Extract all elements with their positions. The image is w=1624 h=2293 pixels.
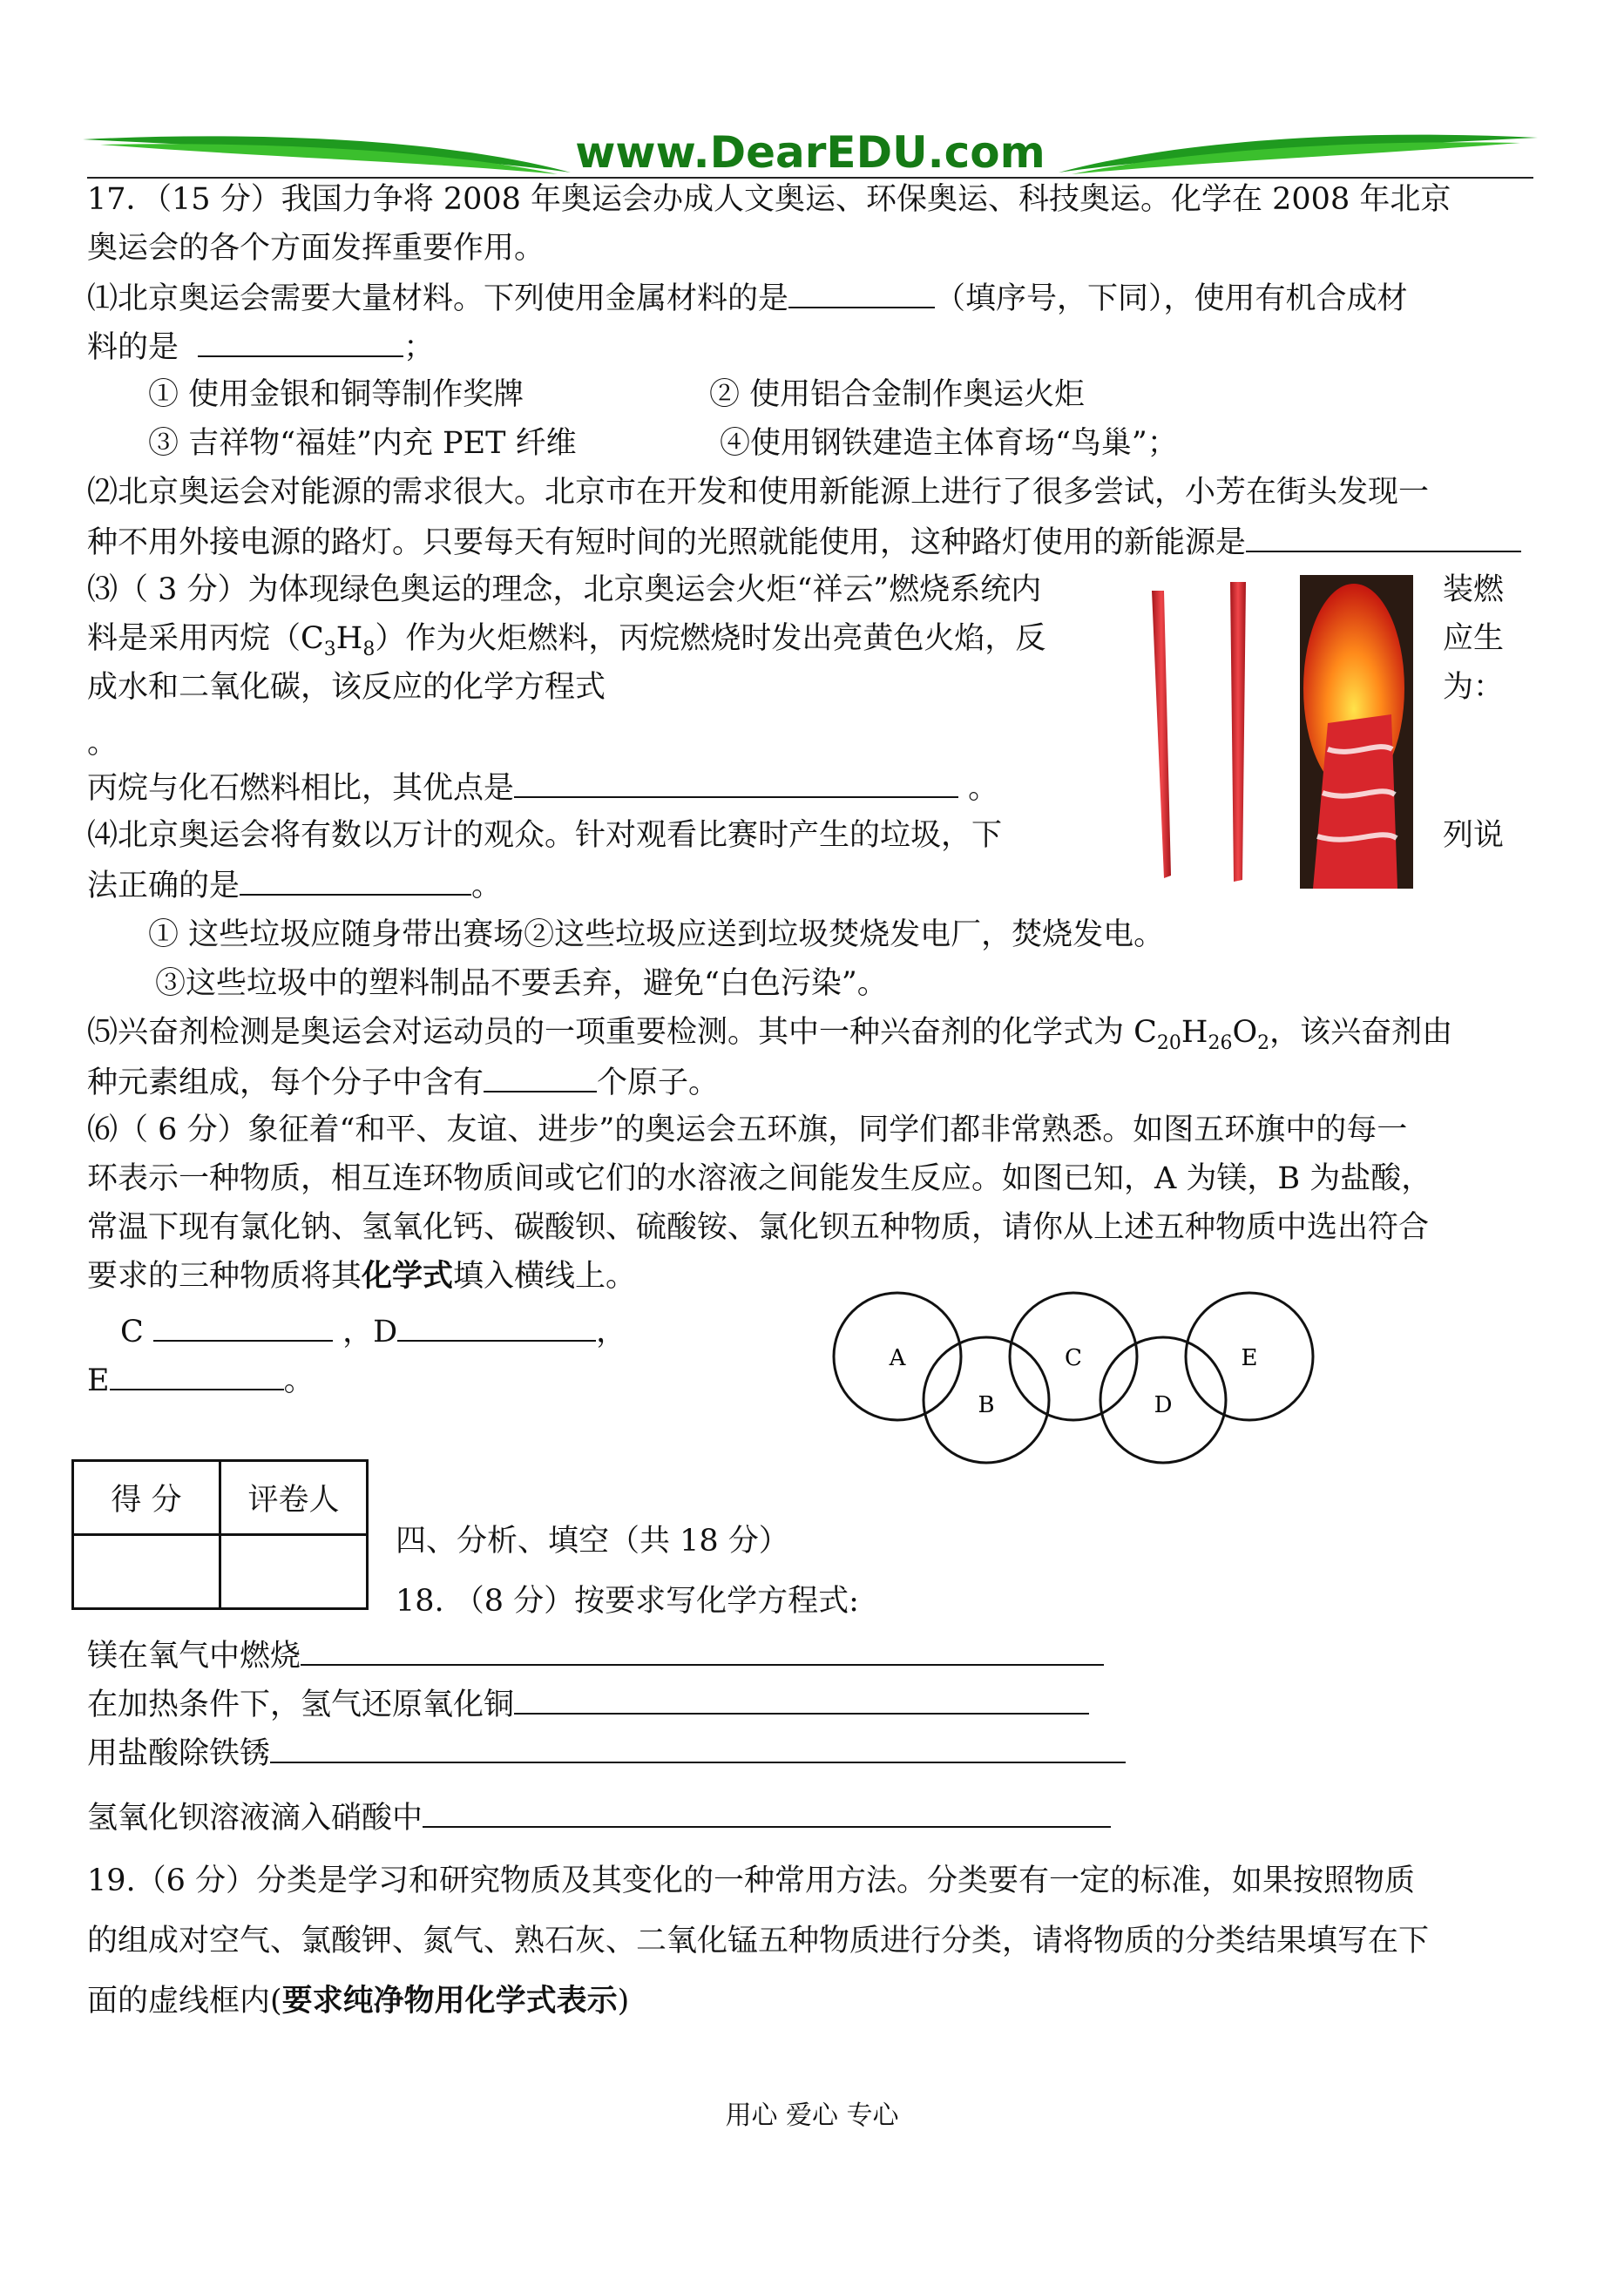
q17-line2: 奥运会的各个方面发挥重要作用。 xyxy=(87,231,545,266)
q17-part3-line1-right: 装燃 xyxy=(1443,572,1505,607)
q17-part4-options12: ① 这些垃圾应随身带出赛场②这些垃圾应送到垃圾焚烧发电厂，焚烧发电。 xyxy=(148,917,1165,952)
footer-motto: 用心 爱心 专心 xyxy=(725,2100,899,2131)
q17-part2-line2: 种不用外接电源的路灯。只要每天有短时间的光照就能使用，这种路灯使用的新能源是 xyxy=(87,521,1521,563)
blank-propane-advantage[interactable] xyxy=(514,767,958,798)
q17-part5-line1: ⑸兴奋剂检测是奥运会对运动员的一项重要检测。其中一种兴奋剂的化学式为 $C_{20}H_{26}O_2$，该兴奋剂由 xyxy=(87,1015,1453,1054)
q17-part6-answer-e: E 。 xyxy=(87,1359,315,1401)
q19-line3: 面的虚线框内(要求纯净物用化学式表示) xyxy=(87,1983,630,2019)
blank-eq3[interactable] xyxy=(270,1732,1126,1763)
q17-part5-line2: 种元素组成，每个分子中含有 个原子。 xyxy=(87,1061,719,1103)
q17-part2-line1: ⑵北京奥运会对能源的需求很大。北京市在开发和使用新能源上进行了很多尝试，小芳在街头发现一 xyxy=(87,475,1430,510)
blank-eq1[interactable] xyxy=(301,1634,1104,1666)
eq3-line: 用盐酸除铁锈 xyxy=(87,1732,1126,1774)
q19-line1: 19.（6 分）分类是学习和研究物质及其变化的一种常用方法。分类要有一定的标准，如果按照物质 xyxy=(87,1863,1416,1898)
blank-metal-material[interactable] xyxy=(788,277,935,308)
option-3: ③ 吉祥物“福娃”内充 PET 纤维 xyxy=(148,426,577,461)
grader-cell[interactable] xyxy=(220,1535,368,1609)
q19-line2: 的组成对空气、氯酸钾、氮气、熟石灰、二氧化锰五种物质进行分类，请将物质的分类结果填写在下 xyxy=(87,1924,1430,1958)
ring-label-d: D xyxy=(1154,1392,1173,1418)
score-table xyxy=(71,1459,369,1610)
olympic-torch-image xyxy=(1126,575,1413,889)
blank-substance-c[interactable] xyxy=(153,1310,333,1342)
q17-part3-line3: 成水和二氧化碳，该反应的化学方程式 xyxy=(87,670,606,705)
option-1: ① 使用金银和铜等制作奖牌 xyxy=(148,377,524,412)
ring-label-e: E xyxy=(1241,1345,1258,1371)
ring-label-b: B xyxy=(978,1392,995,1418)
eq1-line: 镁在氧气中燃烧 xyxy=(87,1634,1104,1676)
blank-substance-d[interactable] xyxy=(397,1310,596,1342)
q18-title: 18. （8 分）按要求写化学方程式: xyxy=(396,1584,859,1619)
blank-garbage-answer[interactable] xyxy=(240,864,471,896)
site-banner-logo xyxy=(83,122,1538,183)
blank-substance-e[interactable] xyxy=(110,1359,284,1390)
eq4-line: 氢氧化钡溶液滴入硝酸中 xyxy=(87,1796,1111,1838)
q17-part6-answers-cd: C ，D ， xyxy=(120,1310,626,1352)
blank-eq4[interactable] xyxy=(423,1796,1111,1828)
q17-part3-line2-right: 应生 xyxy=(1443,621,1505,656)
q17-part1-line2: 料的是 ； xyxy=(87,326,434,368)
five-rings-diagram xyxy=(828,1285,1324,1472)
q17-part4-line2: 法正确的是 。 xyxy=(87,864,502,906)
q17-part4-line1: ⑷北京奥运会将有数以万计的观众。针对观看比赛时产生的垃圾，下 xyxy=(87,818,1003,853)
q17-part4-line1-right: 列说 xyxy=(1443,818,1505,853)
blank-organic-material[interactable] xyxy=(198,326,403,357)
option-4: ④使用钢铁建造主体育场“鸟巢”； xyxy=(720,426,1178,461)
q17-part6-line3: 常温下现有氯化钠、氢氧化钙、碳酸钡、硫酸铵、氯化钡五种物质，请你从上述五种物质中选出符合 xyxy=(87,1210,1430,1245)
q17-part6-line1: ⑹（ 6 分）象征着“和平、友谊、进步”的奥运会五环旗，同学们都非常熟悉。如图五环旗中的每一 xyxy=(87,1113,1408,1147)
blank-atom-count[interactable] xyxy=(484,1061,597,1092)
q17-part6-line2: 环表示一种物质，相互连环物质间或它们的水溶液之间能发生反应。如图已知，A 为镁，B 为盐酸， xyxy=(87,1161,1432,1196)
q17-part3-line2: 料是采用丙烷$(C_3H_8)$作为火炬燃料，丙烷燃烧时发出亮黄色火焰，反 xyxy=(87,621,1046,660)
header-rule xyxy=(87,177,1533,179)
q17-line1: 17．（15 分）我国力争将 2008 年奥运会办成人文奥运、环保奥运、科技奥运。化学在 2008 年北京 xyxy=(87,182,1451,217)
ring-label-c: C xyxy=(1065,1345,1082,1371)
q17-part3-period: 。 xyxy=(87,726,118,761)
q17-part4-option3: ③这些垃圾中的塑料制品不要丢弃，避免“白色污染”。 xyxy=(155,966,888,1001)
logo-text: www.DearEDU.com xyxy=(575,127,1045,178)
blank-eq2[interactable] xyxy=(514,1683,1089,1715)
q17-part6-line4: 要求的三种物质将其化学式填入横线上。 xyxy=(87,1258,637,1294)
q17-part1-line: ⑴北京奥运会需要大量材料。下列使用金属材料的是 （填序号，下同），使用有机合成材 xyxy=(87,277,1408,319)
option-2: ② 使用铝合金制作奥运火炬 xyxy=(709,377,1086,412)
q17-part3-line3-right: 为： xyxy=(1443,670,1505,705)
section4-title: 四、分析、填空（共 18 分） xyxy=(396,1524,789,1559)
blank-new-energy[interactable] xyxy=(1246,521,1521,552)
q17-part3-line1: ⑶（ 3 分）为体现绿色奥运的理念，北京奥运会火炬“祥云”燃烧系统内 xyxy=(87,572,1042,607)
grader-header: 评卷人 xyxy=(220,1461,368,1535)
score-cell[interactable] xyxy=(73,1535,220,1609)
score-header: 得 分 xyxy=(73,1461,220,1535)
q17-part3-advantage: 丙烷与化石燃料相比，其优点是 。 xyxy=(87,767,998,808)
ring-label-a: A xyxy=(889,1345,906,1371)
eq2-line: 在加热条件下，氢气还原氧化铜 xyxy=(87,1683,1089,1725)
